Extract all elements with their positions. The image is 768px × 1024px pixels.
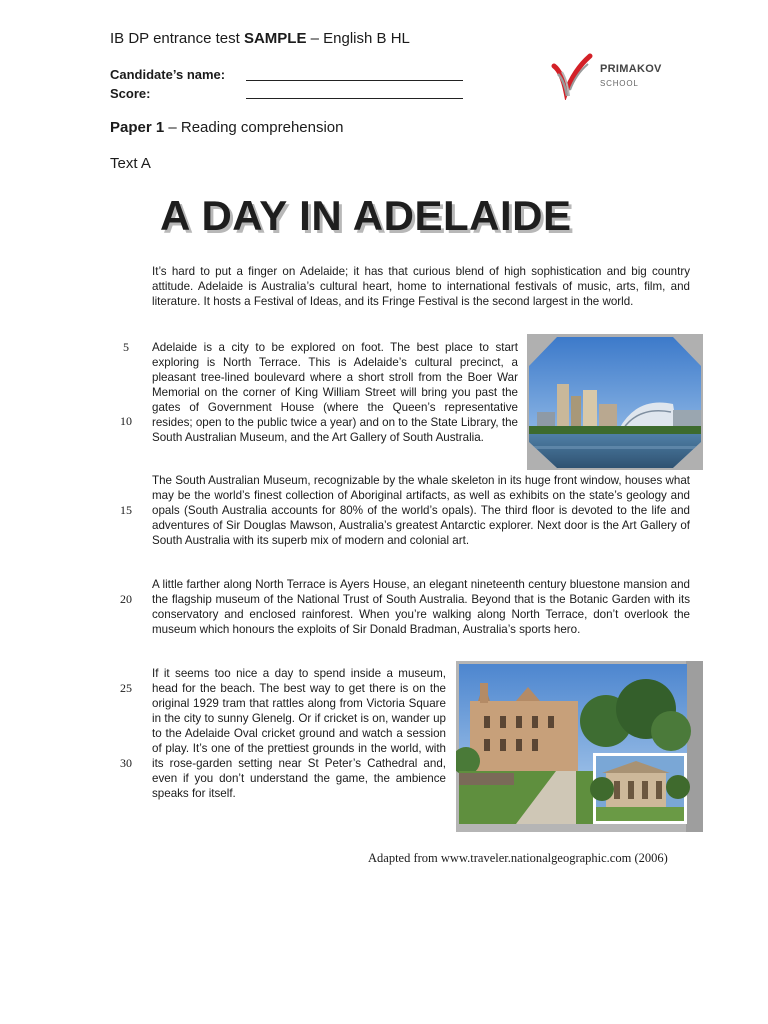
source-credit: Adapted from www.traveler.nationalgeographic.com (2006) xyxy=(368,851,668,865)
candidate-name-label: Candidate’s name: xyxy=(110,67,226,82)
paper-heading xyxy=(110,119,344,136)
paragraph-1: It’s hard to put a finger on Adelaide; it has that curious blend of high sophistication and big country attitude. Adelaide is Australia’s cultural heart, home to international festivals of music, arts, film, and literature. It hosts a Festival of Ideas, and its Fringe Festival is the second largest in the world. xyxy=(152,265,690,308)
paragraph-5: If it seems too nice a day to spend inside a museum, head for the beach. The best way to get there is on the original 1929 tram that rattles along from Victoria Square in the city to sunny Glenelg. Or if cricket is on, wander up to the Adelaide Oval cricket ground and watch a session of play. It’s one of the prettiest grounds in the world, with its rose-garden setting near St Peter’s Cathedral and, even if you don’t understand the game, the ambience speaks for itself. xyxy=(152,667,446,800)
line-number: 20 xyxy=(120,592,132,606)
line-number: 30 xyxy=(120,756,132,770)
logo-name: PRIMAKOV xyxy=(600,63,662,75)
score-label: Score: xyxy=(110,86,151,101)
test-title-prefix: IB DP entrance test xyxy=(110,30,244,47)
paragraph-3: The South Australian Museum, recognizable by the whale skeleton in its huge front window, houses what may be the world’s finest collection of Aboriginal artifacts, as well as exhibits on the state’s geology and opals (South Australia accounts for 80% of the world’s opals). The third floor is devoted to the life and adventures of Sir Douglas Mawson, Australia’s greatest Antarctic explorer. Next door is the Art Gallery of South Australia with its superb mix of modern and colonial art. xyxy=(152,474,690,547)
primakov-logo-icon xyxy=(548,52,598,100)
paragraph-2: Adelaide is a city to be explored on foot. The best place to start exploring is North Terrace. This is Adelaide’s cultural precinct, a pleasant tree-lined boulevard where a short stroll from the Boer War Memorial on the corner of King William Street will bring you past the gates of Government House (where the Queen’s representative resides; open to the public twice a year) and on to the State Library, the South Australian Museum, and the Art Gallery of South Australia. xyxy=(152,341,518,444)
line-number: 25 xyxy=(120,681,132,695)
line-number: 15 xyxy=(120,503,132,517)
logo-sub: SCHOOL xyxy=(600,79,639,88)
line-number: 10 xyxy=(120,414,132,428)
text-label: Text A xyxy=(110,155,151,172)
test-title-suffix: – English B HL xyxy=(306,30,410,47)
adelaide-skyline-photo xyxy=(527,334,703,470)
university-buildings-photo xyxy=(456,661,703,832)
candidate-name-line xyxy=(246,80,463,81)
score-line xyxy=(246,98,463,99)
test-title-bold: SAMPLE xyxy=(243,30,307,47)
line-number: 5 xyxy=(123,340,129,354)
article-title: A DAY IN ADELAIDE xyxy=(160,192,572,239)
paper-heading-bold: Paper 1 xyxy=(110,119,165,136)
test-title xyxy=(110,30,410,47)
paper-heading-rest: – Reading comprehension xyxy=(164,119,344,136)
paragraph-4: A little farther along North Terrace is Ayers House, an elegant nineteenth century bluestone mansion and the flagship museum of the National Trust of South Australia. Beyond that is the Botanic Garden with its conservatory and enclosed rainforest. When you’re walking along North Terrace, don’t overlook the museum which honours the exploits of Sir Donald Bradman, Australia’s sports hero. xyxy=(152,578,690,636)
